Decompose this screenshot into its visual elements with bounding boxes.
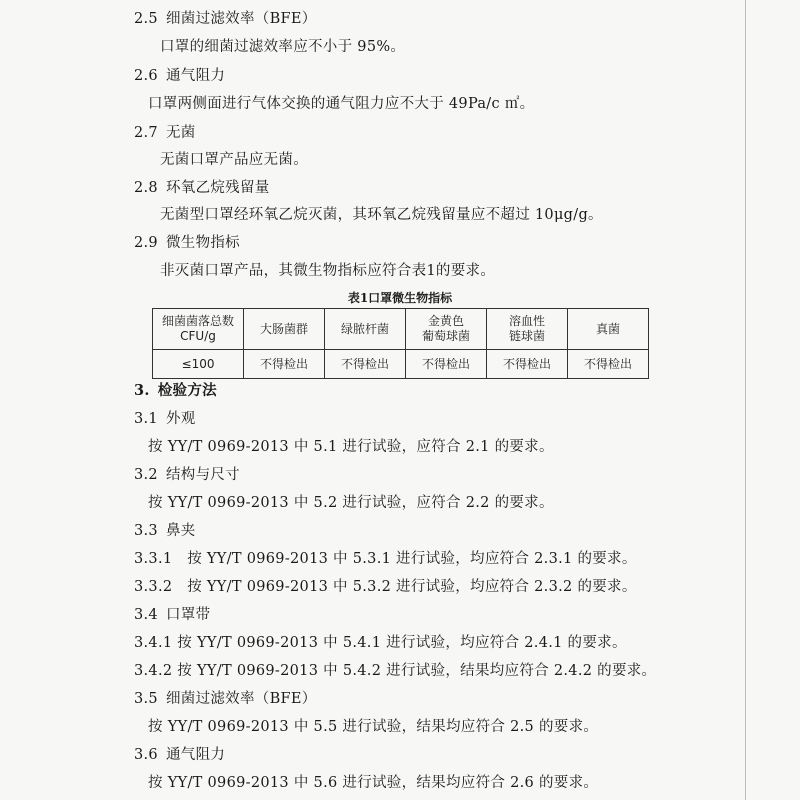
section-3-1-heading: 3.1 外观 [134, 411, 196, 427]
section-3-5-heading: 3.5 细菌过滤效率（BFE） [134, 691, 317, 707]
section-3-6-body: 按 YY/T 0969-2013 中 5.6 进行试验，结果均应符合 2.6 的要求。 [148, 775, 599, 791]
section-3-6-heading: 3.6 通气阻力 [134, 747, 226, 763]
section-3-4-2: 3.4.2 按 YY/T 0969-2013 中 5.4.2 进行试验，结果均应符合 2.4.2 的要求。 [134, 663, 657, 679]
header-cell-streptococcus: 溶血性 链球菌 [487, 309, 568, 350]
section-3-4-heading: 3.4 口罩带 [134, 607, 211, 623]
section-2-8-body: 无菌型口罩经环氧乙烷灭菌，其环氧乙烷残留量应不超过 10μg/g。 [160, 207, 603, 223]
header-cell-pseudomonas: 绿脓杆菌 [325, 309, 406, 350]
section-2-6-body: 口罩两侧面进行气体交换的通气阻力应不大于 49Pa/c ㎡。 [148, 96, 535, 112]
microbial-index-table [152, 308, 649, 379]
section-3-3-heading: 3.3 鼻夹 [134, 523, 196, 539]
section-3-2-heading: 3.2 结构与尺寸 [134, 467, 240, 483]
page-edge-line [745, 0, 746, 800]
header-cell-staphylococcus: 金黄色 葡萄球菌 [406, 309, 487, 350]
header-cell-fungi: 真菌 [568, 309, 649, 350]
header-cell-colony-count: 细菌菌落总数 CFU/g [153, 309, 244, 350]
section-3-5-body: 按 YY/T 0969-2013 中 5.5 进行试验，结果均应符合 2.5 的要求。 [148, 719, 599, 735]
table-cell: 不得检出 [244, 350, 325, 379]
header-cell-coliform: 大肠菌群 [244, 309, 325, 350]
section-2-9-body: 非灭菌口罩产品，其微生物指标应符合表1的要求。 [160, 263, 496, 279]
table-cell: 不得检出 [406, 350, 487, 379]
section-3-1-body: 按 YY/T 0969-2013 中 5.1 进行试验，应符合 2.1 的要求。 [148, 439, 554, 455]
section-3-4-1: 3.4.1 按 YY/T 0969-2013 中 5.4.1 进行试验，均应符合 2.4.1 的要求。 [134, 635, 627, 651]
section-2-5-heading: 2.5 细菌过滤效率（BFE） [134, 11, 317, 27]
section-2-5-body: 口罩的细菌过滤效率应不小于 95%。 [160, 39, 406, 55]
section-3-3-1: 3.3.1 按 YY/T 0969-2013 中 5.3.1 进行试验，均应符合 2.3.1 的要求。 [134, 551, 637, 567]
table-cell: 不得检出 [568, 350, 649, 379]
section-3-heading: 3. 检验方法 [134, 382, 217, 399]
section-3-2-body: 按 YY/T 0969-2013 中 5.2 进行试验，应符合 2.2 的要求。 [148, 495, 554, 511]
section-3-3-2: 3.3.2 按 YY/T 0969-2013 中 5.3.2 进行试验，均应符合 2.3.2 的要求。 [134, 579, 637, 595]
table-header-row [153, 309, 649, 350]
section-2-8-heading: 2.8 环氧乙烷残留量 [134, 180, 270, 196]
table-cell: 不得检出 [487, 350, 568, 379]
section-2-7-body: 无菌口罩产品应无菌。 [160, 152, 308, 168]
table-cell: ≤100 [153, 350, 244, 379]
section-2-7-heading: 2.7 无菌 [134, 125, 196, 141]
table-caption: 表1口罩微生物指标 [347, 291, 453, 305]
section-2-9-heading: 2.9 微生物指标 [134, 235, 240, 251]
table-cell: 不得检出 [325, 350, 406, 379]
table-row [153, 350, 649, 379]
section-2-6-heading: 2.6 通气阻力 [134, 68, 226, 84]
